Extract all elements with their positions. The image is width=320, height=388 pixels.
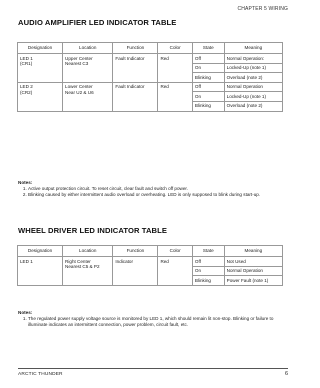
- cell-function: Indicator: [113, 257, 158, 286]
- cell-designation: LED 2 (CR2): [18, 82, 63, 111]
- column-header-function: Function: [113, 43, 158, 54]
- column-header-state: State: [192, 43, 224, 54]
- cell-meaning: Locked-Up (note 1): [224, 92, 282, 102]
- wheel-driver-notes: [18, 310, 284, 328]
- footer-product-name: ARCTIC THUNDER: [18, 372, 63, 377]
- table-header-row: [18, 246, 283, 257]
- cell-location: Lower Center Near U2 & U6: [63, 82, 113, 111]
- cell-meaning: Locked-Up (note 1): [224, 63, 282, 73]
- cell-meaning: Normal Operation: [224, 266, 282, 276]
- cell-color: Red: [158, 257, 192, 286]
- audio-amplifier-notes: [18, 180, 284, 198]
- page-number: 6: [284, 371, 288, 377]
- column-header-meaning: Meaning: [224, 43, 282, 54]
- column-header-location: Location: [63, 246, 113, 257]
- cell-state: Off: [192, 54, 224, 64]
- cell-state: On: [192, 63, 224, 73]
- audio-amplifier-table-title: AUDIO AMPLIFIER LED INDICATOR TABLE: [18, 18, 177, 27]
- cell-location: Upper Center Nearest C3: [63, 54, 113, 83]
- table-row: [18, 82, 283, 92]
- cell-state: Blinking: [192, 73, 224, 83]
- wheel-driver-led-table: [17, 245, 283, 286]
- note-item: 1. Active output protection circuit. To reset circuit, clear fault and switch off power.: [28, 186, 284, 192]
- notes-label: Notes:: [18, 180, 33, 185]
- column-header-meaning: Meaning: [224, 246, 282, 257]
- cell-state: Blinking: [192, 276, 224, 286]
- table-header-row: [18, 43, 283, 54]
- cell-meaning: Normal Operation:: [224, 54, 282, 64]
- cell-state: Blinking: [192, 101, 224, 111]
- footer-divider: [18, 368, 288, 369]
- cell-state: On: [192, 266, 224, 276]
- cell-designation: LED 1: [18, 257, 63, 286]
- column-header-color: Color: [158, 246, 192, 257]
- column-header-color: Color: [158, 43, 192, 54]
- cell-state: Off: [192, 82, 224, 92]
- note-item: 2. Blinking caused by either intermittent audio overload or overheating. LED is only supposed to blink during start-up.: [28, 192, 284, 198]
- note-item: 1. The regulated power supply voltage source is monitored by LED 1, which should remain lit non-stop. Blinking or failure to illuminate indicates an intermittent connection, power problem, circuit fault, etc.: [28, 316, 284, 328]
- column-header-designation: Designation: [18, 246, 63, 257]
- cell-function: Fault Indicator: [113, 54, 158, 83]
- column-header-location: Location: [63, 43, 113, 54]
- table-row: [18, 54, 283, 64]
- cell-meaning: Normal Operation: [224, 82, 282, 92]
- cell-meaning: Overload (note 2): [224, 73, 282, 83]
- column-header-function: Function: [113, 246, 158, 257]
- column-header-designation: Designation: [18, 43, 63, 54]
- chapter-header: CHAPTER 5 WIRING: [237, 6, 288, 12]
- cell-location: Right Center Nearest C5 & P2: [63, 257, 113, 286]
- cell-state: On: [192, 92, 224, 102]
- cell-color: Red: [158, 82, 192, 111]
- notes-label: Notes:: [18, 310, 33, 315]
- cell-color: Red: [158, 54, 192, 83]
- cell-meaning: Not Used: [224, 257, 282, 267]
- wheel-driver-table-title: WHEEL DRIVER LED INDICATOR TABLE: [18, 226, 168, 235]
- table-row: [18, 257, 283, 267]
- cell-meaning: Overload (note 2): [224, 101, 282, 111]
- cell-meaning: Power Fault (note 1): [224, 276, 282, 286]
- column-header-state: State: [192, 246, 224, 257]
- cell-function: Fault Indicator: [113, 82, 158, 111]
- audio-amplifier-led-table: [17, 42, 283, 112]
- cell-state: Off: [192, 257, 224, 267]
- cell-designation: LED 1 (CR1): [18, 54, 63, 83]
